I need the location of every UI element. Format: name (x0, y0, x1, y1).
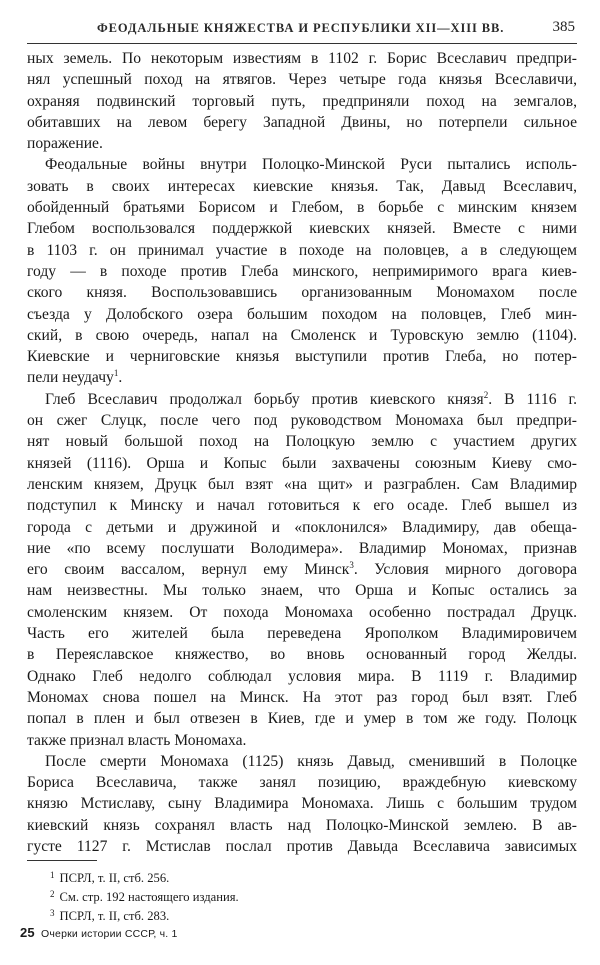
text-line (27, 772, 577, 793)
footnote-number: 2 (50, 889, 55, 899)
line-text: ние «по всему послушати Володимера». Владимир Мономах, признав (27, 539, 577, 557)
line-text-continued: . В 1116 г. (488, 390, 578, 408)
footnote-text: ПСРЛ, т. II, стб. 256. (59, 871, 170, 885)
text-line (27, 112, 577, 133)
text-line (27, 325, 577, 346)
footnotes (50, 866, 570, 923)
text-line (27, 282, 577, 303)
line-text: обойденный братьями Борисом и Глебом, в борьбе с минским князем (27, 199, 577, 217)
line-text: ных земель. По некоторым известиям в 1102 г. Борис Всеславич предпри- (27, 50, 577, 67)
text-line (27, 687, 577, 708)
text-line (27, 48, 577, 69)
text-line (27, 367, 577, 388)
line-text: Бориса Всеславича, также занял позицию, враждебную киевскому (27, 774, 577, 792)
text-line (27, 730, 577, 751)
line-text: попал в плен и был отвезен в Киев, где и умер в том же году. Полоцк (27, 710, 577, 728)
line-text: поражение. (27, 135, 103, 153)
line-text: в Переяславское княжество, во вновь основанный город Желды. (27, 646, 577, 664)
running-head (27, 19, 577, 41)
line-text: его своим вассалом, вернул ему Минск (27, 561, 350, 579)
text-line (27, 261, 577, 282)
line-text: Часть его жителей была переведена Ярополком Владимировичем (27, 625, 577, 643)
sheet-number: 25 (20, 925, 35, 940)
footnote-ref: 1 (113, 368, 119, 379)
text-line (27, 517, 577, 538)
line-text: также признал власть Мономаха. (27, 731, 247, 749)
line-text: князю Мстиславу, сыну Владимира Мономаха. Лишь с большим трудом (27, 795, 577, 813)
footnote-text: ПСРЛ, т. II, стб. 283. (59, 909, 170, 923)
text-line (27, 133, 577, 154)
text-line (27, 176, 577, 197)
running-title: ФЕОДАЛЬНЫЕ КНЯЖЕСТВА И РЕСПУБЛИКИ XII—XIII ВВ. (97, 21, 505, 35)
line-text: города с детьми и дружиной и «поклонился» Владимиру, дав обеща- (27, 518, 577, 536)
line-text: киевский князь сохранял власть над Полоцко-Минской землею. В ав- (27, 816, 577, 834)
text-line (27, 453, 577, 474)
line-text: нял успешный поход на ятвягов. Через четыре года князья Всеславичи, (27, 71, 577, 89)
text-line (27, 580, 577, 601)
footnote (50, 866, 570, 885)
footnote-ref: 3 (349, 560, 354, 571)
line-text: князей (1116). Орша и Копыс были захвачены союзным Киеву смо- (27, 454, 577, 472)
line-text: подступил к Минску и начал готовиться к его осаде. Глеб вышел из (27, 497, 577, 515)
footnote-number: 1 (50, 870, 55, 880)
footnote-rule (27, 860, 97, 861)
text-line (27, 836, 577, 857)
text-line (27, 69, 577, 90)
text-line (27, 666, 577, 687)
printer-signature (20, 925, 178, 940)
text-line (27, 602, 577, 623)
text-line (27, 304, 577, 325)
line-text: После смерти Мономаха (1125) князь Давыд, сменивший в Полоцке (45, 752, 577, 770)
line-text: Мономах снова пошел на Минск. На этот раз город был взят. Глеб (27, 688, 577, 706)
text-line (27, 474, 577, 495)
line-text: он сжег Слуцк, после чего под руководством Мономаха был предпри- (27, 412, 577, 430)
text-line (27, 154, 577, 175)
text-line (27, 793, 577, 814)
line-text: Феодальные войны внутри Полоцко-Минской Руси пытались исполь- (45, 156, 577, 174)
text-line (27, 431, 577, 452)
footnote (50, 904, 570, 923)
line-text-continued: . Условия мирного договора (353, 561, 578, 579)
header-rule (27, 43, 577, 44)
line-text: ский, в свою очередь, напал на Смоленск и Туровскую землю (1104). (27, 326, 577, 344)
line-text: Глебом воспользовался поддержкой киевских князей. Вместе с ними (27, 220, 577, 238)
footnote-ref: 2 (483, 389, 489, 400)
line-text: съезда у Долобского озера большим походом на половцев, Глеб мин- (27, 305, 577, 323)
text-line (27, 410, 577, 431)
text-line (27, 389, 577, 410)
footnote-text: См. стр. 192 настоящего издания. (59, 890, 239, 904)
line-text: нам неизвестны. Мы только знаем, что Орша и Копыс остались за (27, 582, 577, 600)
signature-text: Очерки истории СССР, ч. 1 (41, 928, 178, 940)
text-line (27, 644, 577, 665)
text-line (27, 495, 577, 516)
line-text: году — в походе против Глеба минского, непримиримого врага киев- (27, 262, 577, 280)
line-text: ленским князем, Друцк был взят «на щит» и разграблен. Сам Владимир (27, 475, 577, 493)
body-text (27, 48, 577, 857)
text-line (27, 240, 577, 261)
footnote (50, 885, 570, 904)
line-text: ского князя. Воспользовавшись организованным Мономахом после (27, 284, 577, 302)
text-line (27, 346, 577, 367)
line-text: смоленским князем. От похода Мономаха особенно пострадал Друцк. (27, 603, 577, 621)
text-line (27, 815, 577, 836)
text-line (27, 538, 577, 559)
line-text: Глеб Всеславич продолжал борьбу против киевского князя (45, 390, 484, 408)
line-text: густе 1127 г. Мстислав послал против Давыда Всеславича зависимых (27, 837, 577, 855)
line-text: охраняя подвинский торговый путь, предприняли поход на земгалов, (27, 92, 577, 110)
line-text: обитавших на левом берегу Западной Двины, но потерпели сильное (27, 113, 577, 131)
line-text: Киевские и черниговские князья выступили против Глеба, но потер- (27, 348, 577, 366)
text-line (27, 218, 577, 239)
text-line (27, 751, 577, 772)
text-line (27, 623, 577, 644)
line-text: зовать в своих интересах киевские князья. Так, Давыд Всеславич, (27, 177, 577, 195)
text-line (27, 197, 577, 218)
text-line (27, 708, 577, 729)
footnote-number: 3 (50, 908, 55, 918)
line-text-continued: . (118, 369, 123, 387)
page-number: 385 (552, 19, 575, 35)
line-text: Однако Глеб недолго соблюдал условия мира. В 1119 г. Владимир (27, 667, 577, 685)
line-text: в 1103 г. он принимал участие в походе на половцев, а в следующем (27, 241, 577, 259)
line-text: пели неудачу (27, 369, 114, 387)
line-text: нят новый большой поход на Полоцкую землю с участием других (27, 433, 577, 451)
text-line (27, 91, 577, 112)
text-line (27, 559, 577, 580)
